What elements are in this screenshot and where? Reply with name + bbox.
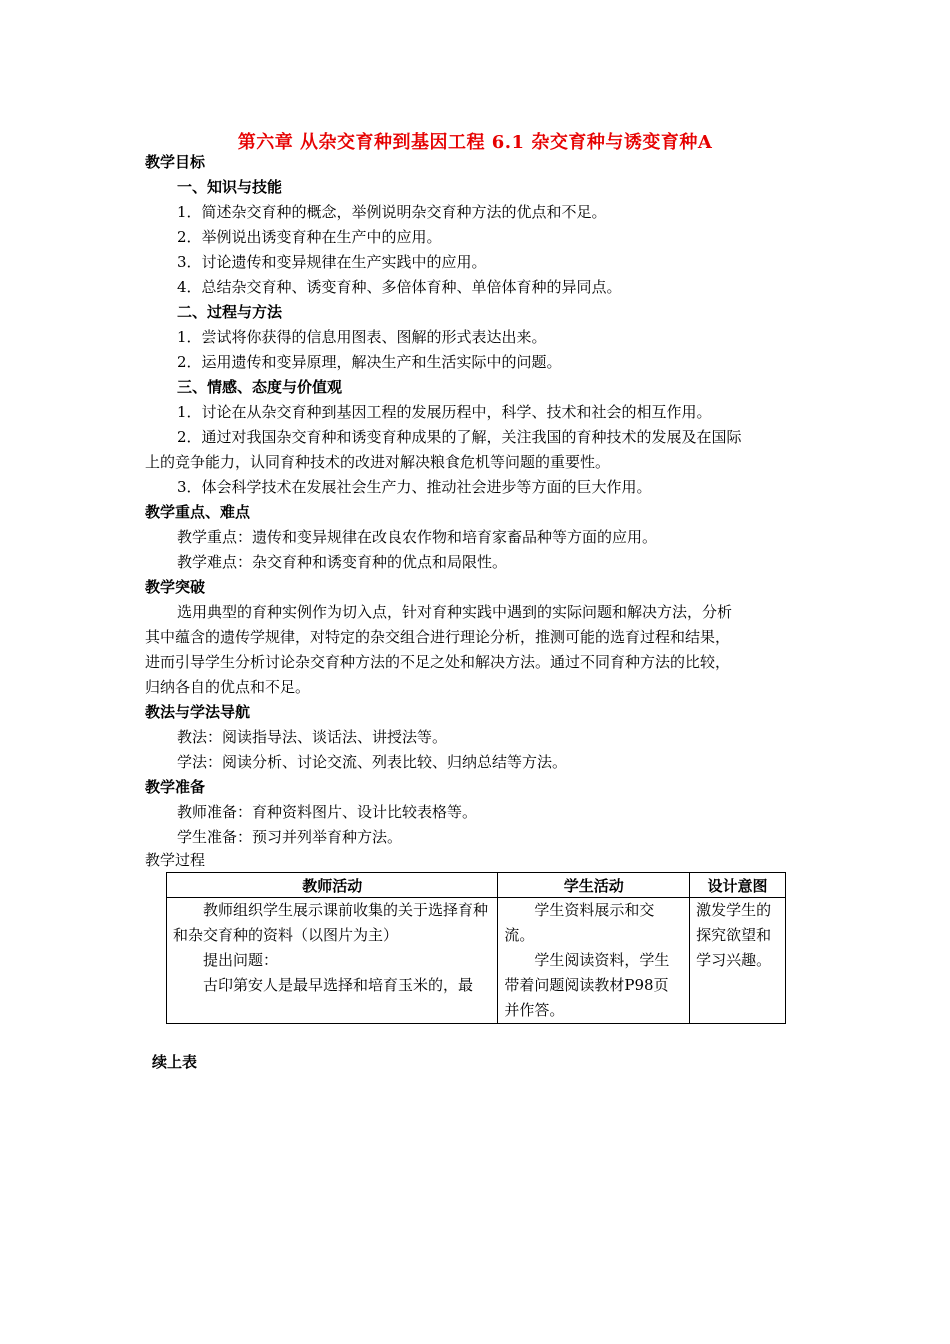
knowledge-item: 4．总结杂交育种、诱变育种、多倍体育种、单倍体育种的异同点。 — [177, 278, 622, 296]
student-activity-cell — [498, 898, 690, 1024]
process-item: 2．运用遗传和变异原理，解决生产和生活实际中的问题。 — [177, 353, 562, 371]
student-activity-text: 学生阅读资料，学生带着问题阅读教材P98页并作答。 — [504, 951, 670, 1019]
keypoint-difficulty: 教学难点：杂交育种和诱变育种的优点和局限性。 — [177, 553, 508, 571]
design-intent-text: 激发学生的探究欲望和学习兴趣。 — [696, 901, 772, 969]
breakthrough-line: 进而引导学生分析讨论杂交育种方法的不足之处和解决方法。通过不同育种方法的比较， — [145, 653, 731, 671]
breakthrough-line: 选用典型的育种实例作为切入点，针对育种实践中遇到的实际问题和解决方法，分析 — [177, 603, 733, 621]
breakthrough-line: 其中蕴含的遗传学规律，对特定的杂交组合进行理论分析，推测可能的选育过程和结果， — [145, 628, 731, 646]
section-heading-prep: 教学准备 — [145, 778, 206, 796]
section-heading-goals: 教学目标 — [145, 153, 206, 171]
table-row — [167, 898, 786, 1024]
subheading-emotion: 三、情感、态度与价值观 — [177, 378, 343, 396]
teacher-activity-text: 古印第安人是最早选择和培育玉米的，最 — [203, 976, 474, 994]
subheading-process: 二、过程与方法 — [177, 303, 283, 321]
section-heading-keypoints: 教学重点、难点 — [145, 503, 251, 521]
breakthrough-line: 归纳各自的优点和不足。 — [145, 678, 311, 696]
prep-teacher: 教师准备：育种资料图片、设计比较表格等。 — [177, 803, 478, 821]
table-header-row — [167, 873, 786, 898]
emotion-item: 1．讨论在从杂交育种到基因工程的发展历程中，科学、技术和社会的相互作用。 — [177, 403, 712, 421]
method-learn: 学法：阅读分析、讨论交流、列表比较、归纳总结等方法。 — [177, 753, 568, 771]
subheading-knowledge: 一、知识与技能 — [177, 178, 283, 196]
knowledge-item: 3．讨论遗传和变异规律在生产实践中的应用。 — [177, 253, 487, 271]
teacher-activity-text: 教师组织学生展示课前收集的关于选择育种和杂交育种的资料（以图片为主） — [173, 901, 489, 944]
header-design-intent: 设计意图 — [690, 873, 786, 898]
header-teacher-activity: 教师活动 — [167, 873, 498, 898]
knowledge-item: 1．简述杂交育种的概念，举例说明杂交育种方法的优点和不足。 — [177, 203, 607, 221]
teacher-activity-cell — [167, 898, 498, 1024]
teacher-activity-text: 提出问题： — [203, 951, 279, 969]
prep-student: 学生准备：预习并列举育种方法。 — [177, 828, 403, 846]
emotion-item: 3．体会科学技术在发展社会生产力、推动社会进步等方面的巨大作用。 — [177, 478, 652, 496]
process-item: 1．尝试将你获得的信息用图表、图解的形式表达出来。 — [177, 328, 547, 346]
section-heading-methods: 教法与学法导航 — [145, 703, 251, 721]
teaching-process-table — [166, 872, 786, 1024]
emotion-item-continuation: 上的竞争能力，认同育种技术的改进对解决粮食危机等问题的重要性。 — [145, 453, 611, 471]
method-teach: 教法：阅读指导法、谈话法、讲授法等。 — [177, 728, 448, 746]
design-intent-cell — [690, 898, 786, 1024]
keypoint-focus: 教学重点：遗传和变异规律在改良农作物和培育家畜品种等方面的应用。 — [177, 528, 658, 546]
process-label: 教学过程 — [145, 851, 206, 869]
emotion-item: 2．通过对我国杂交育种和诱变育种成果的了解，关注我国的育种技术的发展及在国际 — [177, 428, 742, 446]
page-title: 第六章 从杂交育种到基因工程 6.1 杂交育种与诱变育种A — [237, 132, 713, 153]
continued-table-label: 续上表 — [152, 1053, 198, 1071]
student-activity-text: 学生资料展示和交流。 — [504, 901, 655, 944]
section-heading-breakthrough: 教学突破 — [145, 578, 206, 596]
header-student-activity: 学生活动 — [498, 873, 690, 898]
knowledge-item: 2．举例说出诱变育种在生产中的应用。 — [177, 228, 442, 246]
